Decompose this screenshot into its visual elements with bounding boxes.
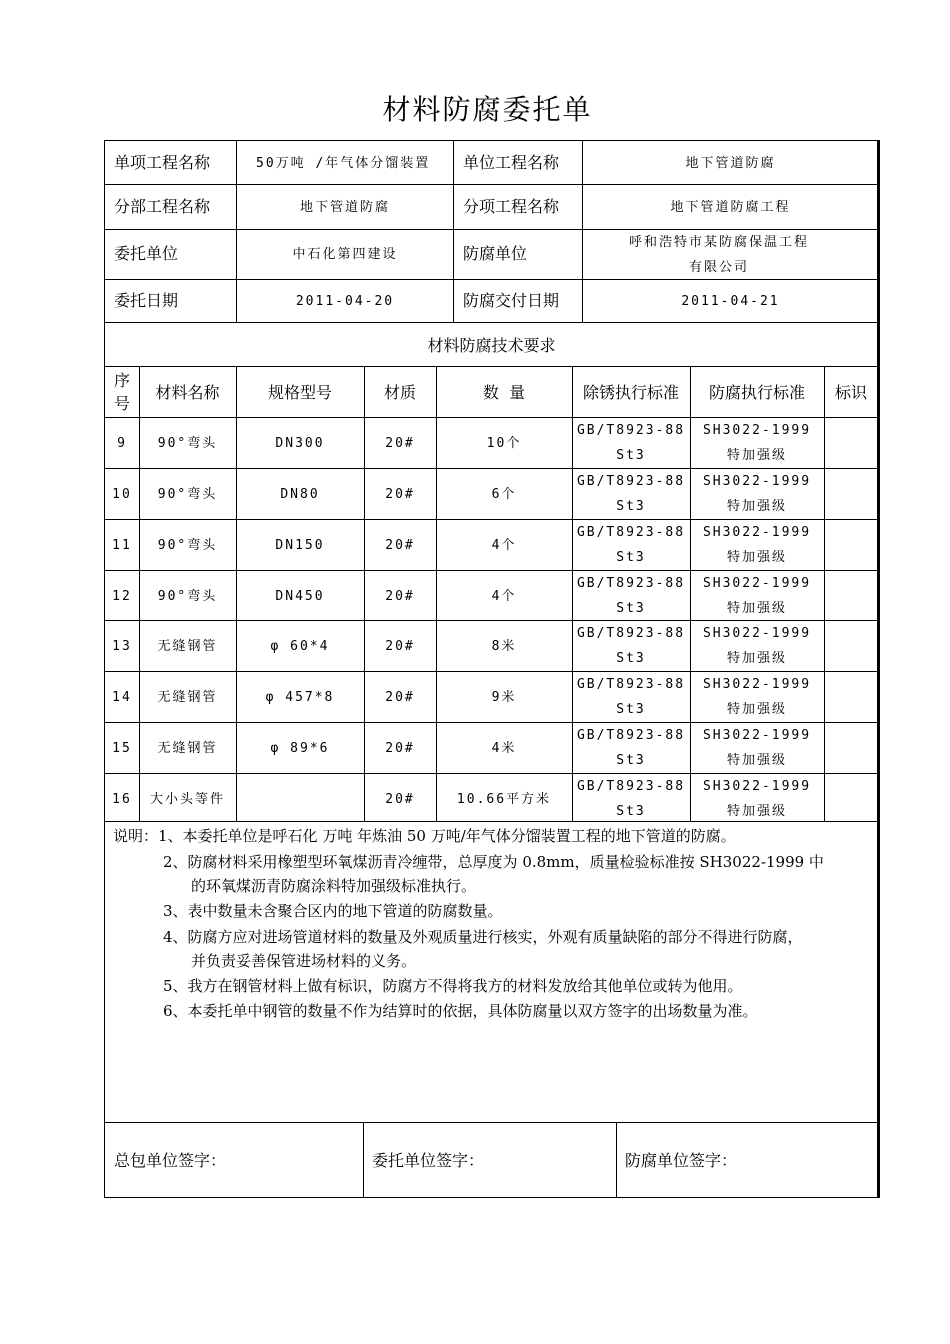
cell-rust-standard: GB/T8923-88 (576, 677, 686, 692)
note-6: 6、本委托单中钢管的数量不作为结算时的依据，具体防腐量以双方签字的出场数量为准。 (163, 1002, 758, 1020)
cell-material: 20# (385, 792, 415, 807)
rule (105, 773, 878, 774)
cell-material: 20# (385, 589, 415, 604)
rule (105, 519, 878, 520)
cell-material-name: 无缝钢管 (157, 741, 218, 756)
cell-spec: φ 89*6 (270, 741, 330, 756)
cell-rust-grade: St3 (616, 651, 646, 666)
cell-quantity: 6个 (491, 487, 517, 502)
cell-anticorrosion-grade: 特加强级 (726, 448, 787, 463)
rule (616, 1122, 617, 1198)
note-2: 2、防腐材料采用橡塑型环氧煤沥青冷缠带，总厚度为 0.8mm，质量检验标准按 SH3022-1999 中 (163, 853, 824, 871)
col-seq-2: 号 (113, 394, 130, 413)
col-spec: 规格型号 (267, 383, 332, 402)
cell-quantity: 4个 (491, 589, 517, 604)
cell-quantity: 9米 (491, 690, 517, 705)
cell-spec: DN450 (275, 589, 325, 604)
cell-seq: 12 (112, 589, 132, 604)
value-subitem-name: 地下管道防腐工程 (670, 200, 791, 215)
cell-anticorrosion-standard: SH3022-1999 (702, 626, 812, 641)
label-unit-name: 单位工程名称 (463, 153, 560, 172)
signature-general-contractor: 总包单位签字： (114, 1151, 227, 1170)
value-project-name: 50万吨 /年气体分馏装置 (256, 156, 431, 171)
value-anticorrosion-company-cont: 有限公司 (689, 260, 750, 275)
cell-quantity: 8米 (491, 639, 517, 654)
rule (105, 366, 878, 367)
cell-material-name: 无缝钢管 (157, 690, 218, 705)
cell-quantity: 10.66平方米 (456, 792, 552, 807)
cell-rust-grade: St3 (616, 804, 646, 819)
col-mark: 标识 (834, 383, 867, 402)
rule (105, 279, 878, 280)
cell-material-name: 90°弯头 (157, 436, 218, 451)
cell-anticorrosion-standard: SH3022-1999 (702, 779, 812, 794)
cell-rust-standard: GB/T8923-88 (576, 779, 686, 794)
label-subitem-name: 分项工程名称 (463, 197, 560, 216)
rule (105, 229, 878, 230)
cell-anticorrosion-grade: 特加强级 (726, 651, 787, 666)
label-commission-date: 委托日期 (114, 291, 179, 310)
cell-seq: 11 (112, 538, 132, 553)
col-material: 材质 (383, 383, 416, 402)
value-unit-name: 地下管道防腐 (685, 156, 776, 171)
note-1: 说明：1、本委托单位是呼石化 万吨 年炼油 50 万吨/年气体分馏装置工程的地下管道的防腐。 (113, 827, 736, 845)
cell-rust-standard: GB/T8923-88 (576, 626, 686, 641)
cell-rust-grade: St3 (616, 702, 646, 717)
label-project-name: 单项工程名称 (114, 153, 211, 172)
cell-seq: 10 (112, 487, 132, 502)
note-4: 4、防腐方应对进场管道材料的数量及外观质量进行核实，外观有质量缺陷的部分不得进行防腐， (163, 928, 803, 946)
cell-seq: 13 (112, 639, 132, 654)
cell-spec: DN80 (280, 487, 320, 502)
cell-rust-grade: St3 (616, 601, 646, 616)
col-anticorrosion-standard: 防腐执行标准 (708, 383, 805, 402)
label-client: 委托单位 (114, 244, 179, 263)
cell-anticorrosion-standard: SH3022-1999 (702, 576, 812, 591)
section-title: 材料防腐技术要求 (427, 336, 556, 355)
cell-anticorrosion-standard: SH3022-1999 (702, 423, 812, 438)
rule (105, 184, 878, 185)
value-client: 中石化第四建设 (292, 247, 398, 262)
cell-quantity: 4个 (491, 538, 517, 553)
rule (453, 141, 454, 322)
cell-material-name: 90°弯头 (157, 589, 218, 604)
cell-seq: 15 (112, 741, 132, 756)
cell-spec: φ 60*4 (270, 639, 330, 654)
cell-material: 20# (385, 487, 415, 502)
document-title: 材料防腐委托单 (382, 93, 593, 126)
cell-rust-grade: St3 (616, 753, 646, 768)
note-4-cont: 并负责妥善保管进场材料的义务。 (191, 952, 417, 970)
cell-spec: DN150 (275, 538, 325, 553)
cell-material: 20# (385, 741, 415, 756)
rule (105, 468, 878, 469)
signature-anticorrosion: 防腐单位签字： (625, 1151, 738, 1170)
cell-anticorrosion-standard: SH3022-1999 (702, 525, 812, 540)
cell-material: 20# (385, 690, 415, 705)
rule (105, 417, 878, 418)
cell-rust-standard: GB/T8923-88 (576, 576, 686, 591)
cell-rust-standard: GB/T8923-88 (576, 423, 686, 438)
label-delivery-date: 防腐交付日期 (463, 291, 560, 310)
cell-rust-grade: St3 (616, 448, 646, 463)
rule (824, 366, 825, 821)
cell-quantity: 10个 (486, 436, 522, 451)
rule (105, 1122, 878, 1123)
cell-seq: 14 (112, 690, 132, 705)
col-material-name: 材料名称 (155, 383, 220, 402)
cell-seq: 9 (117, 436, 127, 451)
value-delivery-date: 2011-04-21 (681, 294, 780, 309)
cell-rust-standard: GB/T8923-88 (576, 728, 686, 743)
cell-material: 20# (385, 538, 415, 553)
value-anticorrosion-company: 呼和浩特市某防腐保温工程 (629, 235, 810, 250)
cell-rust-grade: St3 (616, 550, 646, 565)
cell-rust-grade: St3 (616, 499, 646, 514)
cell-spec: φ 457*8 (265, 690, 335, 705)
cell-material: 20# (385, 436, 415, 451)
cell-anticorrosion-grade: 特加强级 (726, 804, 787, 819)
cell-seq: 16 (112, 792, 132, 807)
rule (105, 570, 878, 571)
value-division-name: 地下管道防腐 (299, 200, 390, 215)
signature-client: 委托单位签字： (372, 1151, 485, 1170)
cell-quantity: 4米 (491, 741, 517, 756)
cell-anticorrosion-standard: SH3022-1999 (702, 474, 812, 489)
cell-anticorrosion-grade: 特加强级 (726, 753, 787, 768)
label-division-name: 分部工程名称 (114, 197, 211, 216)
rule (105, 620, 878, 621)
col-quantity: 数 量 (482, 383, 526, 402)
rule (105, 671, 878, 672)
label-anticorrosion-company: 防腐单位 (463, 244, 528, 263)
cell-material-name: 无缝钢管 (157, 639, 218, 654)
cell-anticorrosion-grade: 特加强级 (726, 550, 787, 565)
cell-anticorrosion-grade: 特加强级 (726, 702, 787, 717)
cell-anticorrosion-grade: 特加强级 (726, 601, 787, 616)
col-seq: 序 (113, 371, 130, 390)
cell-material-name: 90°弯头 (157, 538, 218, 553)
note-3: 3、表中数量未含聚合区内的地下管道的防腐数量。 (163, 902, 503, 920)
note-5: 5、我方在钢管材料上做有标识，防腐方不得将我方的材料发放给其他单位或转为他用。 (163, 977, 743, 995)
cell-anticorrosion-standard: SH3022-1999 (702, 728, 812, 743)
cell-rust-standard: GB/T8923-88 (576, 525, 686, 540)
note-2-cont: 的环氧煤沥青防腐涂料特加强级标准执行。 (191, 877, 477, 895)
commission-form (104, 140, 880, 1198)
value-commission-date: 2011-04-20 (295, 294, 395, 309)
cell-material-name: 大小头等件 (149, 792, 225, 807)
col-rust-standard: 除锈执行标准 (582, 383, 679, 402)
rule (105, 322, 878, 323)
cell-spec: DN300 (275, 436, 325, 451)
rule (105, 722, 878, 723)
cell-material: 20# (385, 639, 415, 654)
rule (363, 1122, 364, 1198)
cell-material-name: 90°弯头 (157, 487, 218, 502)
cell-anticorrosion-standard: SH3022-1999 (702, 677, 812, 692)
cell-rust-standard: GB/T8923-88 (576, 474, 686, 489)
cell-anticorrosion-grade: 特加强级 (726, 499, 787, 514)
